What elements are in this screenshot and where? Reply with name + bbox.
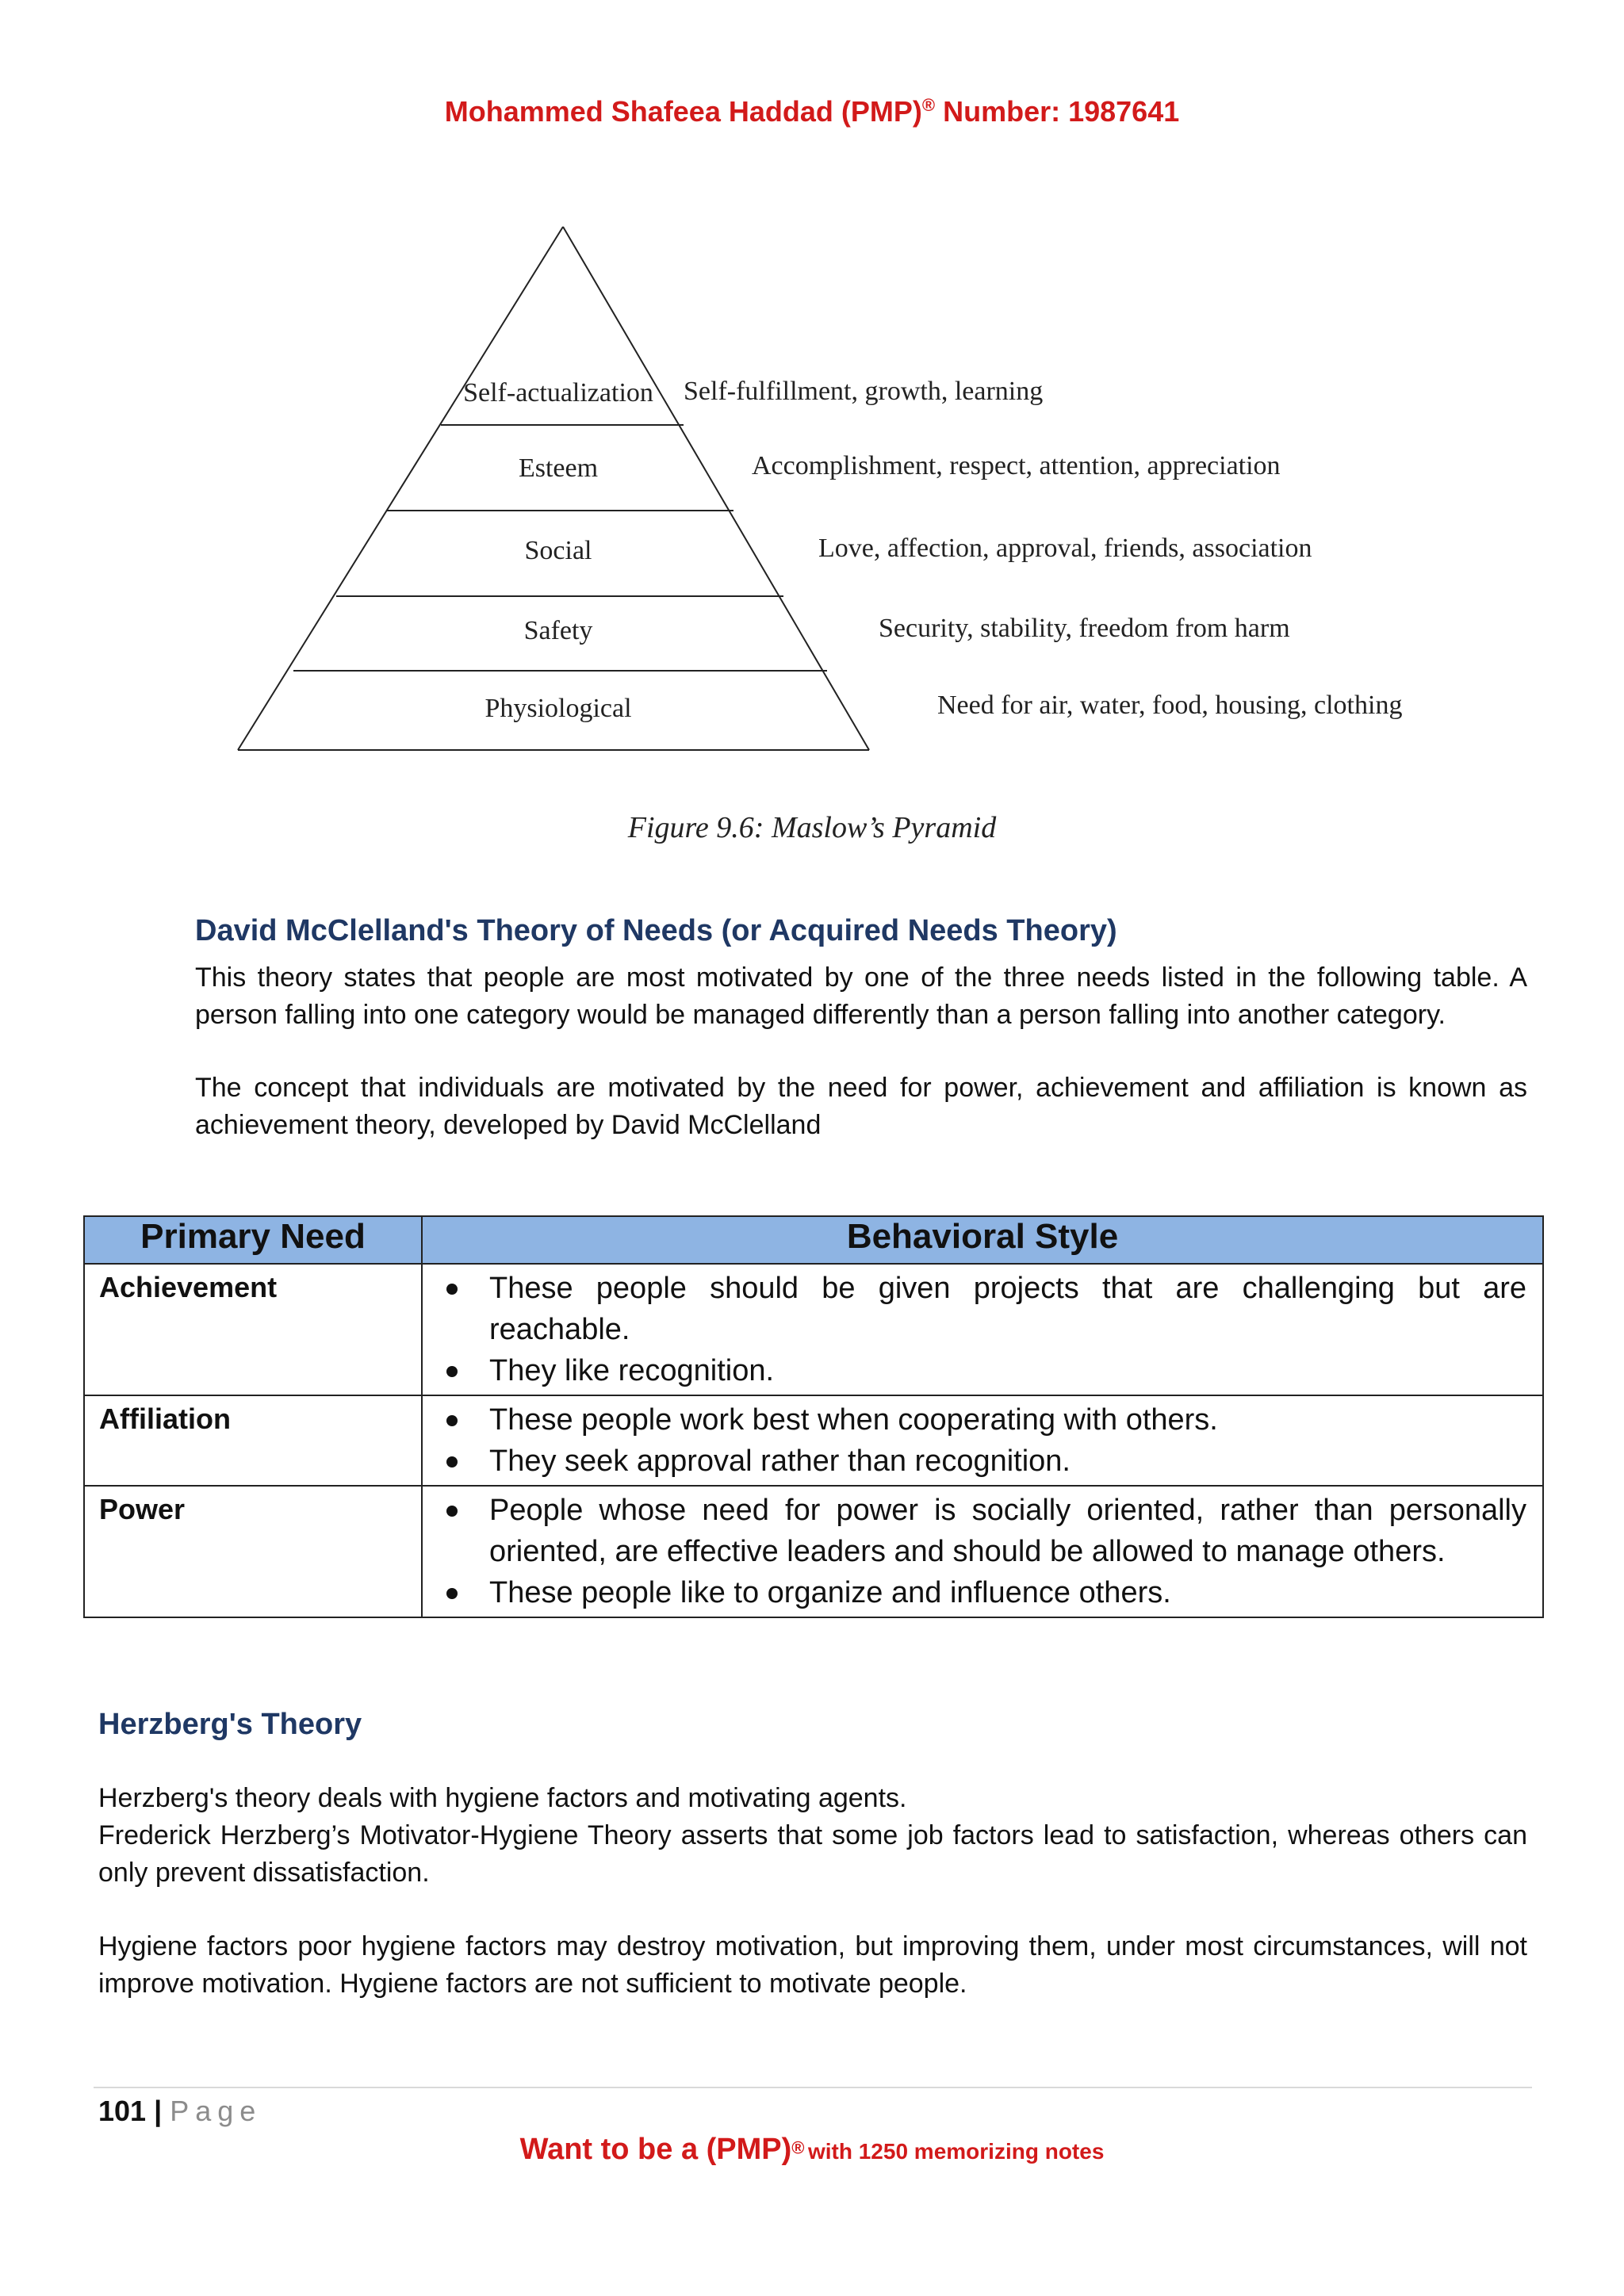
pyramid-level-description: Self-fulfillment, growth, learning: [684, 377, 1044, 406]
behavior-bullet: These people work best when cooperating with others.: [435, 1399, 1526, 1441]
footer-promo-main: Want to be a (PMP): [519, 2133, 792, 2166]
behavior-bullet-list: [435, 1399, 1526, 1482]
need-cell-achievement: Achievement: [84, 1264, 422, 1395]
page-word: Page: [170, 2095, 262, 2127]
behavior-cell: [422, 1395, 1543, 1486]
table-row: [84, 1486, 1543, 1617]
column-header-behavioral-style: Behavioral Style: [422, 1216, 1543, 1264]
pyramid-level-name: Self-actualization: [463, 378, 653, 408]
pyramid-level-name: Physiological: [485, 694, 632, 723]
mcclelland-paragraph-2: The concept that individuals are motivated by the need for power, achievement and affiliation is known as achievement theory, developed by David McClelland: [195, 1073, 1527, 1140]
behavior-cell: [422, 1486, 1543, 1617]
footer-promo-mark: ®: [791, 2137, 805, 2158]
mcclelland-heading: David McClelland's Theory of Needs (or Acquired Needs Theory): [195, 914, 1117, 947]
needs-table: [83, 1215, 1544, 1618]
herzberg-heading: Herzberg's Theory: [98, 1708, 362, 1741]
pyramid-level-description: Security, stability, freedom from harm: [879, 614, 1290, 643]
pyramid-level-description: Accomplishment, respect, attention, appreciation: [752, 451, 1281, 480]
pyramid-level-name: Safety: [523, 616, 593, 645]
footer-divider: [94, 2087, 1532, 2088]
header-number: Number: 1987641: [935, 95, 1180, 128]
herzberg-paragraph-2: Hygiene factors poor hygiene factors may destroy motivation, but improving them, under most circumstances, will not improve motivation. Hygiene factors are not sufficient to motivate people.: [98, 1931, 1527, 1999]
header-registered-mark: ®: [921, 95, 936, 115]
pyramid-level-name: Social: [524, 536, 592, 565]
need-cell-power: Power: [84, 1486, 422, 1617]
behavior-bullet: They like recognition.: [435, 1350, 1526, 1391]
header-author: Mohammed Shafeea Haddad (PMP): [444, 95, 922, 128]
table-row: [84, 1395, 1543, 1486]
behavior-bullet: These people should be given projects that are challenging but are reachable.: [435, 1268, 1526, 1350]
behavior-bullet-list: [435, 1490, 1526, 1613]
behavior-bullet: They seek approval rather than recognition.: [435, 1441, 1526, 1482]
table-header-row: [84, 1216, 1543, 1264]
column-header-primary-need: Primary Need: [84, 1216, 422, 1264]
herzberg-paragraph-1-line-2: Frederick Herzberg’s Motivator-Hygiene Theory asserts that some job factors lead to satisfaction, whereas others can only prevent dissatisfaction.: [98, 1820, 1527, 1888]
pyramid-level-description: Need for air, water, food, housing, clothing: [937, 691, 1403, 720]
footer-promo-small: with 1250 memorizing notes: [807, 2139, 1105, 2164]
page-separator: |: [154, 2095, 163, 2127]
behavior-cell: [422, 1264, 1543, 1395]
herzberg-paragraph-1-line-1: Herzberg's theory deals with hygiene factors and motivating agents.: [98, 1783, 907, 1813]
behavior-bullet: These people like to organize and influence others.: [435, 1572, 1526, 1613]
figure-caption: Figure 9.6: Maslow’s Pyramid: [627, 811, 997, 844]
page-number: 101: [98, 2095, 147, 2127]
mcclelland-paragraph-1: This theory states that people are most motivated by one of the three needs listed in the following table. A person falling into one category would be managed differently than a person falling into another category.: [195, 962, 1527, 1030]
page-header: [0, 95, 1624, 128]
page-number-line: [98, 2095, 262, 2128]
footer-promo: [0, 2133, 1624, 2167]
need-cell-affiliation: Affiliation: [84, 1395, 422, 1486]
table-row: [84, 1264, 1543, 1395]
pyramid-level-name: Esteem: [518, 453, 599, 483]
behavior-bullet: People whose need for power is socially oriented, rather than personally oriented, are effective leaders and should be allowed to manage others.: [435, 1490, 1526, 1572]
pyramid-level-description: Love, affection, approval, friends, association: [818, 534, 1312, 563]
behavior-bullet-list: [435, 1268, 1526, 1391]
maslow-pyramid-figure: [222, 214, 1427, 769]
